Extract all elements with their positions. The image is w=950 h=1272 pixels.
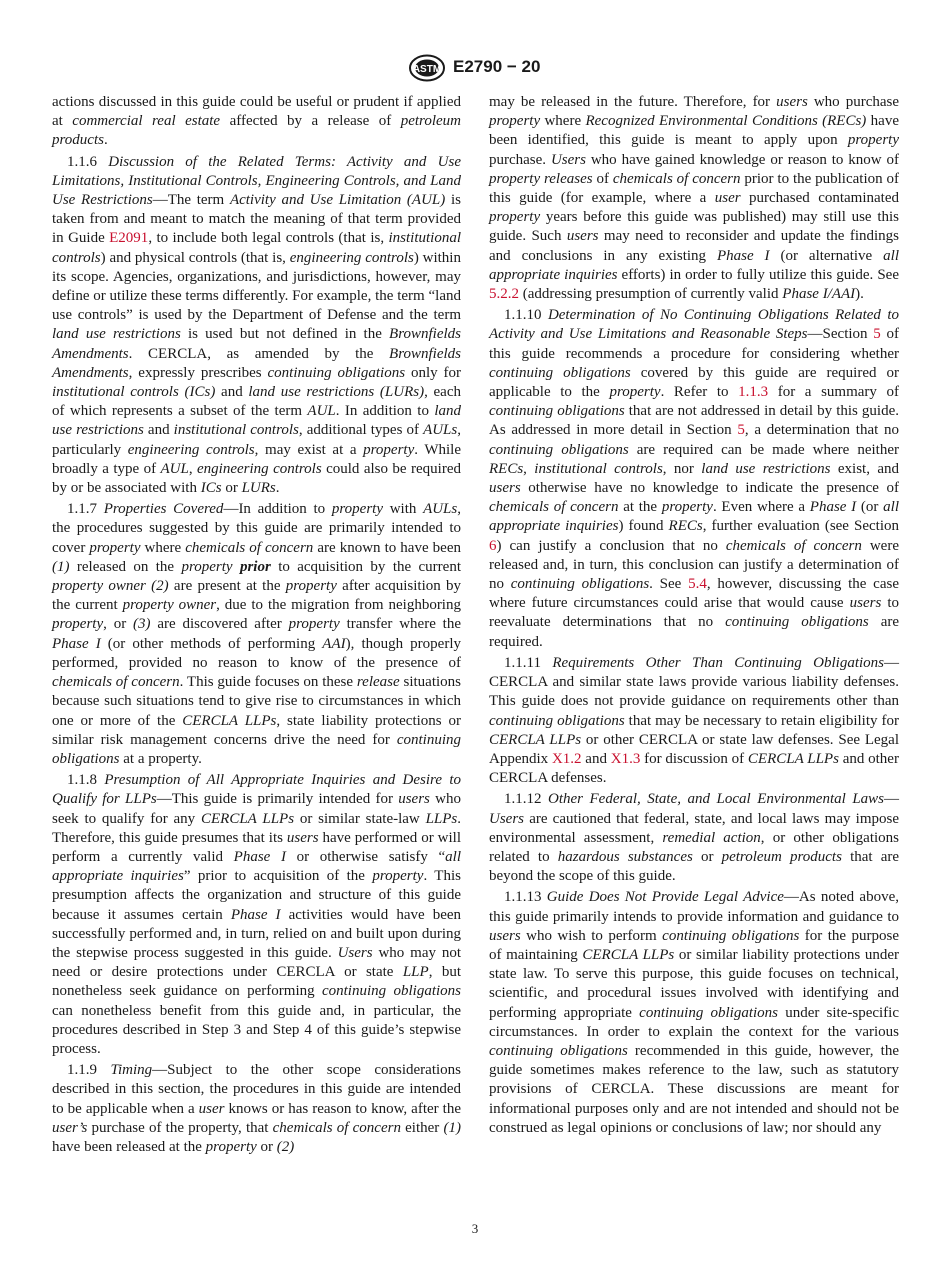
text-run: . In addition to — [335, 403, 435, 420]
text-run: ) within its scope. Agencies, organizations, and jurisdictions, however, may define or utilize these terms differently. For example, the term “land use controls” is used by the Department of Defense and the term — [52, 249, 461, 324]
text-run: recommended in this guide, however, the guide sometimes makes reference to the law, such as statutory provisions of CERCLA. These discussions are meant for informational purposes only and are not intended and should not be construed as legal opinions or conclusions of law; nor should any — [489, 1042, 900, 1136]
cross-reference-link[interactable]: 1.1.3 — [738, 384, 769, 401]
text-run: 1.1.12 — [504, 791, 549, 808]
text-run: released on the — [69, 558, 182, 575]
text-run: may be released in the future. Therefore, for — [489, 94, 777, 110]
text-run: were released and, in turn, this conclusion can justify a determination of no — [489, 537, 899, 593]
text-run: , — [523, 460, 535, 477]
text-run: —Subject to the other scope considerations described in this section, the procedures in this guide are intended to be applicable when a — [52, 1062, 461, 1117]
defined-term: AULs — [423, 422, 458, 439]
paragraph — [52, 93, 461, 151]
text-run: ) and physical controls (that is, — [100, 249, 290, 266]
defined-term: engineering controls — [197, 460, 322, 477]
defined-term: remedial action — [662, 829, 761, 846]
defined-term: property — [489, 209, 541, 226]
text-run: either — [400, 1119, 444, 1136]
defined-term: CERCLA LLPs — [747, 750, 839, 767]
text-run: are known to have been — [313, 539, 461, 556]
defined-term: property — [372, 868, 424, 885]
text-run: 1.1.7 — [67, 501, 104, 518]
text-run: to reevaluate determinations that no — [489, 595, 899, 631]
cross-reference-link[interactable]: 6 — [489, 537, 497, 554]
defined-term: (1) — [443, 1119, 461, 1136]
paragraph — [52, 1061, 461, 1157]
text-run: —As noted above, this guide primarily intends to provide information and guidance to — [489, 889, 900, 925]
defined-term: property — [181, 558, 233, 575]
defined-term: CERCLA LLPs — [182, 712, 277, 729]
defined-term: continuing obligations — [489, 441, 629, 458]
text-run: (or other methods of performing — [100, 635, 323, 652]
defined-term: Recognized Environmental Conditions (RECs) — [585, 113, 867, 130]
text-run: —In addition to — [223, 501, 332, 518]
defined-term: AAI — [322, 635, 346, 652]
defined-term: continuing obligations — [725, 614, 869, 631]
defined-term: Properties Covered — [103, 501, 224, 518]
text-run: who wish to perform — [520, 927, 663, 944]
defined-term: Requirements Other Than Continuing Obligations — [552, 654, 884, 671]
defined-term: property — [52, 616, 104, 633]
text-run: otherwise have no knowledge to indicate the presence of — [520, 480, 899, 497]
defined-term: engineering controls — [127, 441, 255, 458]
defined-term: property — [489, 113, 541, 130]
text-run: ) can justify a conclusion that no — [496, 537, 726, 554]
text-run: (addressing presumption of currently valid — [519, 286, 783, 303]
text-run: efforts) in order to fully utilize this guide. See — [617, 266, 899, 283]
text-run: for the purpose of maintaining — [489, 927, 899, 963]
text-run: could also be required by or be associated with — [52, 460, 461, 497]
defined-term: continuing obligations — [489, 403, 625, 420]
defined-term: property — [285, 578, 337, 595]
text-run: are required can be made where neither — [628, 441, 900, 458]
paragraph — [489, 93, 899, 304]
text-run: situations because such situations tend to give rise to circumstances in which one or more of the — [52, 674, 461, 729]
defined-term: chemicals of concern — [489, 499, 619, 516]
text-run: where — [140, 539, 186, 556]
defined-term: petroleum products — [52, 113, 461, 149]
defined-term: property — [331, 501, 383, 518]
defined-term: Phase I — [716, 247, 770, 264]
defined-term: continuing obligations — [489, 364, 631, 381]
text-run: actions discussed in this guide could be useful or prudent if applied at — [52, 94, 461, 130]
text-run: . Therefore, this guide presumes that its — [52, 810, 461, 846]
text-run: covered by this guide are required or applicable to the — [489, 364, 900, 401]
emphasis-text: prior — [239, 558, 271, 575]
text-run: . This guide focuses on these — [179, 674, 357, 691]
text-run: 1.1.9 — [67, 1062, 111, 1079]
defined-term: Brownfields Amendments — [52, 345, 461, 381]
defined-term: Users — [337, 944, 373, 961]
defined-term: land use restrictions — [701, 460, 831, 477]
text-run: have performed or will perform a currently valid — [52, 829, 461, 865]
defined-term: LLP — [402, 964, 429, 981]
page-header — [0, 54, 950, 84]
cross-reference-link[interactable]: 5.4 — [688, 576, 707, 593]
text-run: , to include both legal controls (that is, — [148, 230, 389, 247]
defined-term: RECs — [489, 460, 524, 477]
cross-reference-link[interactable]: 5 — [873, 326, 881, 343]
defined-term: Brownfields Amendments — [52, 326, 461, 362]
defined-term: Phase I/AAI — [782, 286, 856, 303]
defined-term: release — [356, 674, 400, 691]
text-run: to acquisition by the current — [270, 558, 461, 575]
text-run: or — [256, 1138, 277, 1155]
text-run: who purchase — [807, 94, 900, 110]
text-run: of this guide recommends a procedure for considering whether — [489, 326, 899, 362]
defined-term: institutional controls — [534, 460, 663, 477]
text-run: or otherwise satisfy “ — [285, 848, 446, 865]
defined-term: (1) — [52, 558, 70, 575]
defined-term: Phase I — [233, 848, 286, 865]
defined-term: engineering controls — [289, 249, 414, 266]
text-run: . See — [649, 576, 689, 593]
defined-term: Activity and Use Limitation (AUL) — [229, 192, 446, 209]
paragraph — [489, 888, 899, 1138]
astm-logo — [408, 54, 446, 82]
paragraph — [489, 654, 899, 788]
defined-term: property releases — [489, 170, 593, 187]
text-run: ) found — [618, 518, 669, 535]
defined-term: property — [609, 384, 661, 401]
defined-term: user — [198, 1100, 225, 1117]
text-run: years before this guide was published) may still use this guide. Such — [489, 209, 899, 245]
text-run: have been identified, this guide is meant to apply upon — [489, 113, 899, 149]
defined-term: land use restrictions — [52, 403, 461, 439]
defined-term: all appropriate inquiries — [489, 499, 900, 535]
defined-term: user — [714, 190, 741, 207]
defined-term: property — [847, 132, 899, 149]
text-run: knows or has reason to know, after the — [224, 1100, 461, 1117]
defined-term: ICs — [200, 480, 222, 497]
standard-designation: E2790 − 20 — [453, 57, 541, 76]
cross-reference-link[interactable]: E2091 — [109, 230, 149, 247]
text-run: may need to reconsider and update the findings and conclusions in any existing — [489, 228, 899, 264]
defined-term: users — [849, 595, 882, 612]
text-run: at the — [618, 499, 662, 516]
defined-term: users — [286, 829, 319, 846]
defined-term: property — [288, 616, 340, 633]
text-run: . CERCLA, as amended by the — [128, 345, 390, 362]
defined-term: continuing obligations — [489, 712, 625, 729]
text-run: who may not need or desire protections under CERCLA or state — [52, 944, 462, 981]
defined-term: continuing obligations — [639, 1004, 779, 1021]
text-run: and other CERCLA defenses. — [489, 750, 899, 787]
defined-term: users — [776, 94, 808, 110]
text-run: are present at the — [168, 578, 286, 595]
defined-term: users — [489, 927, 521, 944]
defined-term: continuing obligations — [510, 576, 650, 593]
text-run: . While broadly a type of — [52, 441, 461, 477]
text-run: activities would have been successfully performed and, in turn, relied on and built upon during the stepwise process suggested in this guide. — [52, 906, 462, 961]
text-run — [233, 559, 240, 575]
text-run: . — [275, 480, 280, 497]
text-run: are cautioned that federal, state, and local laws may impose environmental assessment, — [489, 810, 899, 846]
paragraph — [52, 153, 461, 499]
text-run: affected by a release of — [220, 113, 401, 130]
text-run: is taken from and meant to match the meaning of that term provided in Guide — [52, 192, 461, 247]
text-run: 1.1.13 — [504, 889, 547, 906]
defined-term: users — [489, 480, 521, 497]
text-run: and — [215, 384, 249, 401]
text-run: is used but not defined in the — [180, 326, 390, 343]
text-run: or — [221, 480, 242, 497]
text-run: , due to the migration from neighboring — [216, 597, 461, 614]
text-run: transfer where the — [339, 616, 462, 633]
text-run: for a summary of — [768, 384, 899, 401]
text-run: , particularly — [52, 422, 461, 458]
paragraph — [489, 790, 899, 886]
defined-term: Determination of No Continuing Obligations Related to Activity and Use Limitations and Reasonable Steps — [489, 307, 899, 343]
defined-term: commercial real estate — [72, 113, 221, 130]
defined-term: LURs — [241, 480, 276, 497]
text-run: prior to the publication of this guide (for example, where a — [489, 170, 899, 207]
defined-term: land use restrictions (LURs) — [248, 384, 425, 401]
defined-term: Presumption of All Appropriate Inquiries and Desire to Qualify for LLPs — [52, 772, 461, 808]
defined-term: CERCLA LLPs — [489, 731, 582, 748]
defined-term: chemicals of concern — [272, 1119, 401, 1136]
defined-term: property — [89, 539, 141, 556]
text-run: have been released at the — [52, 1138, 206, 1155]
defined-term: continuing obligations — [489, 1042, 628, 1059]
text-run: (or — [856, 499, 884, 516]
text-run: purchase of the property, that — [87, 1119, 273, 1136]
astm-logo-text: ASTM — [412, 64, 442, 75]
text-run: or similar liability protections under state law. To serve this purpose, this guide focuses on technical, scientific, and procedural issues involved with identifying and performing appropriate — [489, 946, 899, 1021]
text-run: , or other obligations related to — [489, 829, 900, 865]
cross-reference-link[interactable]: X1.2 — [551, 750, 582, 767]
cross-reference-link[interactable]: 5.2.2 — [489, 286, 519, 303]
cross-reference-link[interactable]: X1.3 — [610, 750, 641, 767]
text-run: exist, and — [830, 460, 899, 477]
text-run: 1.1.10 — [504, 307, 548, 324]
text-run: (or alternative — [769, 247, 884, 264]
defined-term: users — [566, 228, 599, 245]
defined-term: property — [661, 499, 713, 516]
defined-term: AUL — [160, 460, 189, 477]
text-run: purchase. — [489, 151, 551, 168]
text-run: or similar state-law — [294, 810, 426, 827]
defined-term: RECs — [668, 518, 703, 535]
text-run: are discovered after — [150, 616, 289, 633]
text-run: of — [592, 170, 613, 187]
defined-term: chemicals of concern — [185, 539, 314, 556]
text-run: who have gained knowledge or reason to know of — [585, 151, 899, 168]
defined-term: continuing obligations — [662, 927, 800, 944]
text-run: 1.1.11 — [504, 654, 553, 671]
defined-term: chemicals of concern — [612, 170, 741, 187]
defined-term: property owner (2) — [52, 578, 169, 595]
text-run: that may be necessary to retain eligibility for — [624, 712, 899, 729]
text-run: . This presumption affects the organization and structure of this guide because it assumes certain — [52, 868, 461, 923]
defined-term: chemicals of concern — [52, 674, 180, 691]
text-run: . Refer to — [660, 384, 739, 401]
text-run: after acquisition by the current — [52, 578, 462, 614]
paragraph — [52, 771, 461, 1059]
defined-term: land use restrictions — [52, 326, 181, 343]
text-run: —This guide is primarily intended for — [156, 791, 399, 808]
text-run: —Section — [807, 326, 874, 343]
text-run: . — [103, 132, 108, 149]
defined-term: property owner — [122, 597, 217, 614]
text-run: ” prior to acquisition of the — [183, 868, 373, 885]
text-run: or — [692, 848, 722, 865]
page-number: 3 — [471, 1221, 479, 1236]
text-run: who seek to qualify for any — [52, 791, 461, 827]
text-run: purchased contaminated — [740, 190, 900, 207]
text-run: ). — [855, 286, 864, 303]
defined-term: AULs — [423, 501, 458, 518]
paragraph — [52, 500, 461, 769]
text-run: with — [382, 501, 424, 518]
defined-term: property — [363, 441, 415, 458]
defined-term: (3) — [133, 616, 151, 633]
defined-term: continuing obligations — [267, 364, 406, 381]
right-column — [489, 93, 899, 1140]
defined-term: Other Federal, State, and Local Environmental Laws — [548, 791, 884, 808]
text-run: can nonetheless benefit from this guide and, in particular, the procedures described in Step 3 and Step 4 of this guide’s stepwise process. — [52, 1002, 461, 1057]
defined-term: Users — [489, 810, 525, 827]
text-run: are required. — [489, 614, 900, 650]
defined-term: LLPs — [425, 810, 458, 827]
defined-term: chemicals of concern — [725, 537, 862, 554]
defined-term: (2) — [276, 1138, 295, 1155]
text-run: or other CERCLA or state law defenses. See Legal Appendix — [489, 731, 899, 767]
text-run: , further evaluation (see Section — [702, 518, 899, 535]
text-run: at a property. — [119, 750, 202, 767]
text-run: , state liability protections or similar risk management concerns drive the need for — [52, 712, 462, 748]
text-run: where — [540, 113, 586, 130]
text-run: ), though properly performed, provided no reason to know of the presence of — [52, 635, 461, 671]
defined-term: continuing obligations — [321, 983, 461, 1000]
text-run: — — [884, 791, 899, 808]
defined-term: AUL — [307, 403, 336, 420]
defined-term: Phase I — [230, 906, 281, 923]
text-run: , or — [103, 616, 134, 633]
text-run: , additional types of — [298, 422, 424, 439]
text-run: . Even where a — [712, 499, 810, 516]
text-run: , expressly prescribes — [128, 364, 268, 381]
defined-term: institutional controls — [173, 422, 299, 439]
text-run: , however, discussing the case where future circumstances could arise that would cause — [489, 576, 899, 612]
defined-term: all appropriate inquiries — [489, 247, 899, 283]
text-run: 1.1.6 — [67, 153, 109, 170]
cross-reference-link[interactable]: 5 — [737, 422, 745, 439]
paragraph — [489, 306, 899, 652]
text-run: , a determination that no — [744, 422, 899, 439]
text-run: , may exist at a — [254, 441, 364, 458]
defined-term: all appropriate inquiries — [52, 848, 461, 885]
text-run: that are not addressed in detail by this guide. As addressed in more detail in Section — [489, 403, 899, 439]
text-run: and — [143, 422, 174, 439]
defined-term: Guide Does Not Provide Legal Advice — [546, 889, 784, 906]
defined-term: property — [205, 1138, 257, 1155]
text-run: —The term — [152, 192, 230, 209]
text-run: —CERCLA and similar state laws provide various liability defenses. This guide does not provide guidance on requirements other than — [489, 654, 899, 710]
text-run: and — [581, 750, 611, 767]
defined-term: institutional controls — [52, 230, 461, 266]
left-column — [52, 93, 461, 1159]
text-run: under site-specific circumstances. In order to explain the context for the various — [489, 1004, 900, 1040]
defined-term: hazardous substances — [557, 848, 693, 865]
defined-term: CERCLA LLPs — [200, 810, 295, 827]
defined-term: institutional controls (ICs) — [52, 384, 216, 401]
text-run: for discussion of — [640, 750, 748, 767]
defined-term: Phase I — [809, 499, 857, 516]
text-run: , the procedures suggested by this guide are primarily intended to cover — [52, 501, 461, 556]
defined-term: user’s — [52, 1119, 88, 1136]
defined-term: users — [398, 791, 430, 808]
text-run: , — [188, 460, 197, 477]
defined-term: continuing obligations — [52, 731, 461, 767]
defined-term: CERCLA LLPs — [582, 946, 675, 963]
defined-term: petroleum products — [721, 848, 842, 865]
text-run: that are beyond the scope of this guide. — [489, 848, 899, 885]
defined-term: Users — [550, 151, 586, 168]
text-run: , each of which represents a subset of the term — [52, 384, 461, 420]
defined-term: Timing — [110, 1062, 153, 1079]
defined-term: Discussion of the Related Terms: Activity and Use Limitations, Institutional Controls, Engineering Controls, and Land Use Restrictions — [52, 153, 461, 209]
text-run: , nor — [662, 460, 702, 477]
defined-term: Phase I — [52, 635, 101, 652]
text-run: only for — [405, 364, 461, 381]
text-run: , but nonetheless seek guidance on performing — [52, 964, 461, 1000]
text-run: 1.1.8 — [67, 772, 105, 789]
